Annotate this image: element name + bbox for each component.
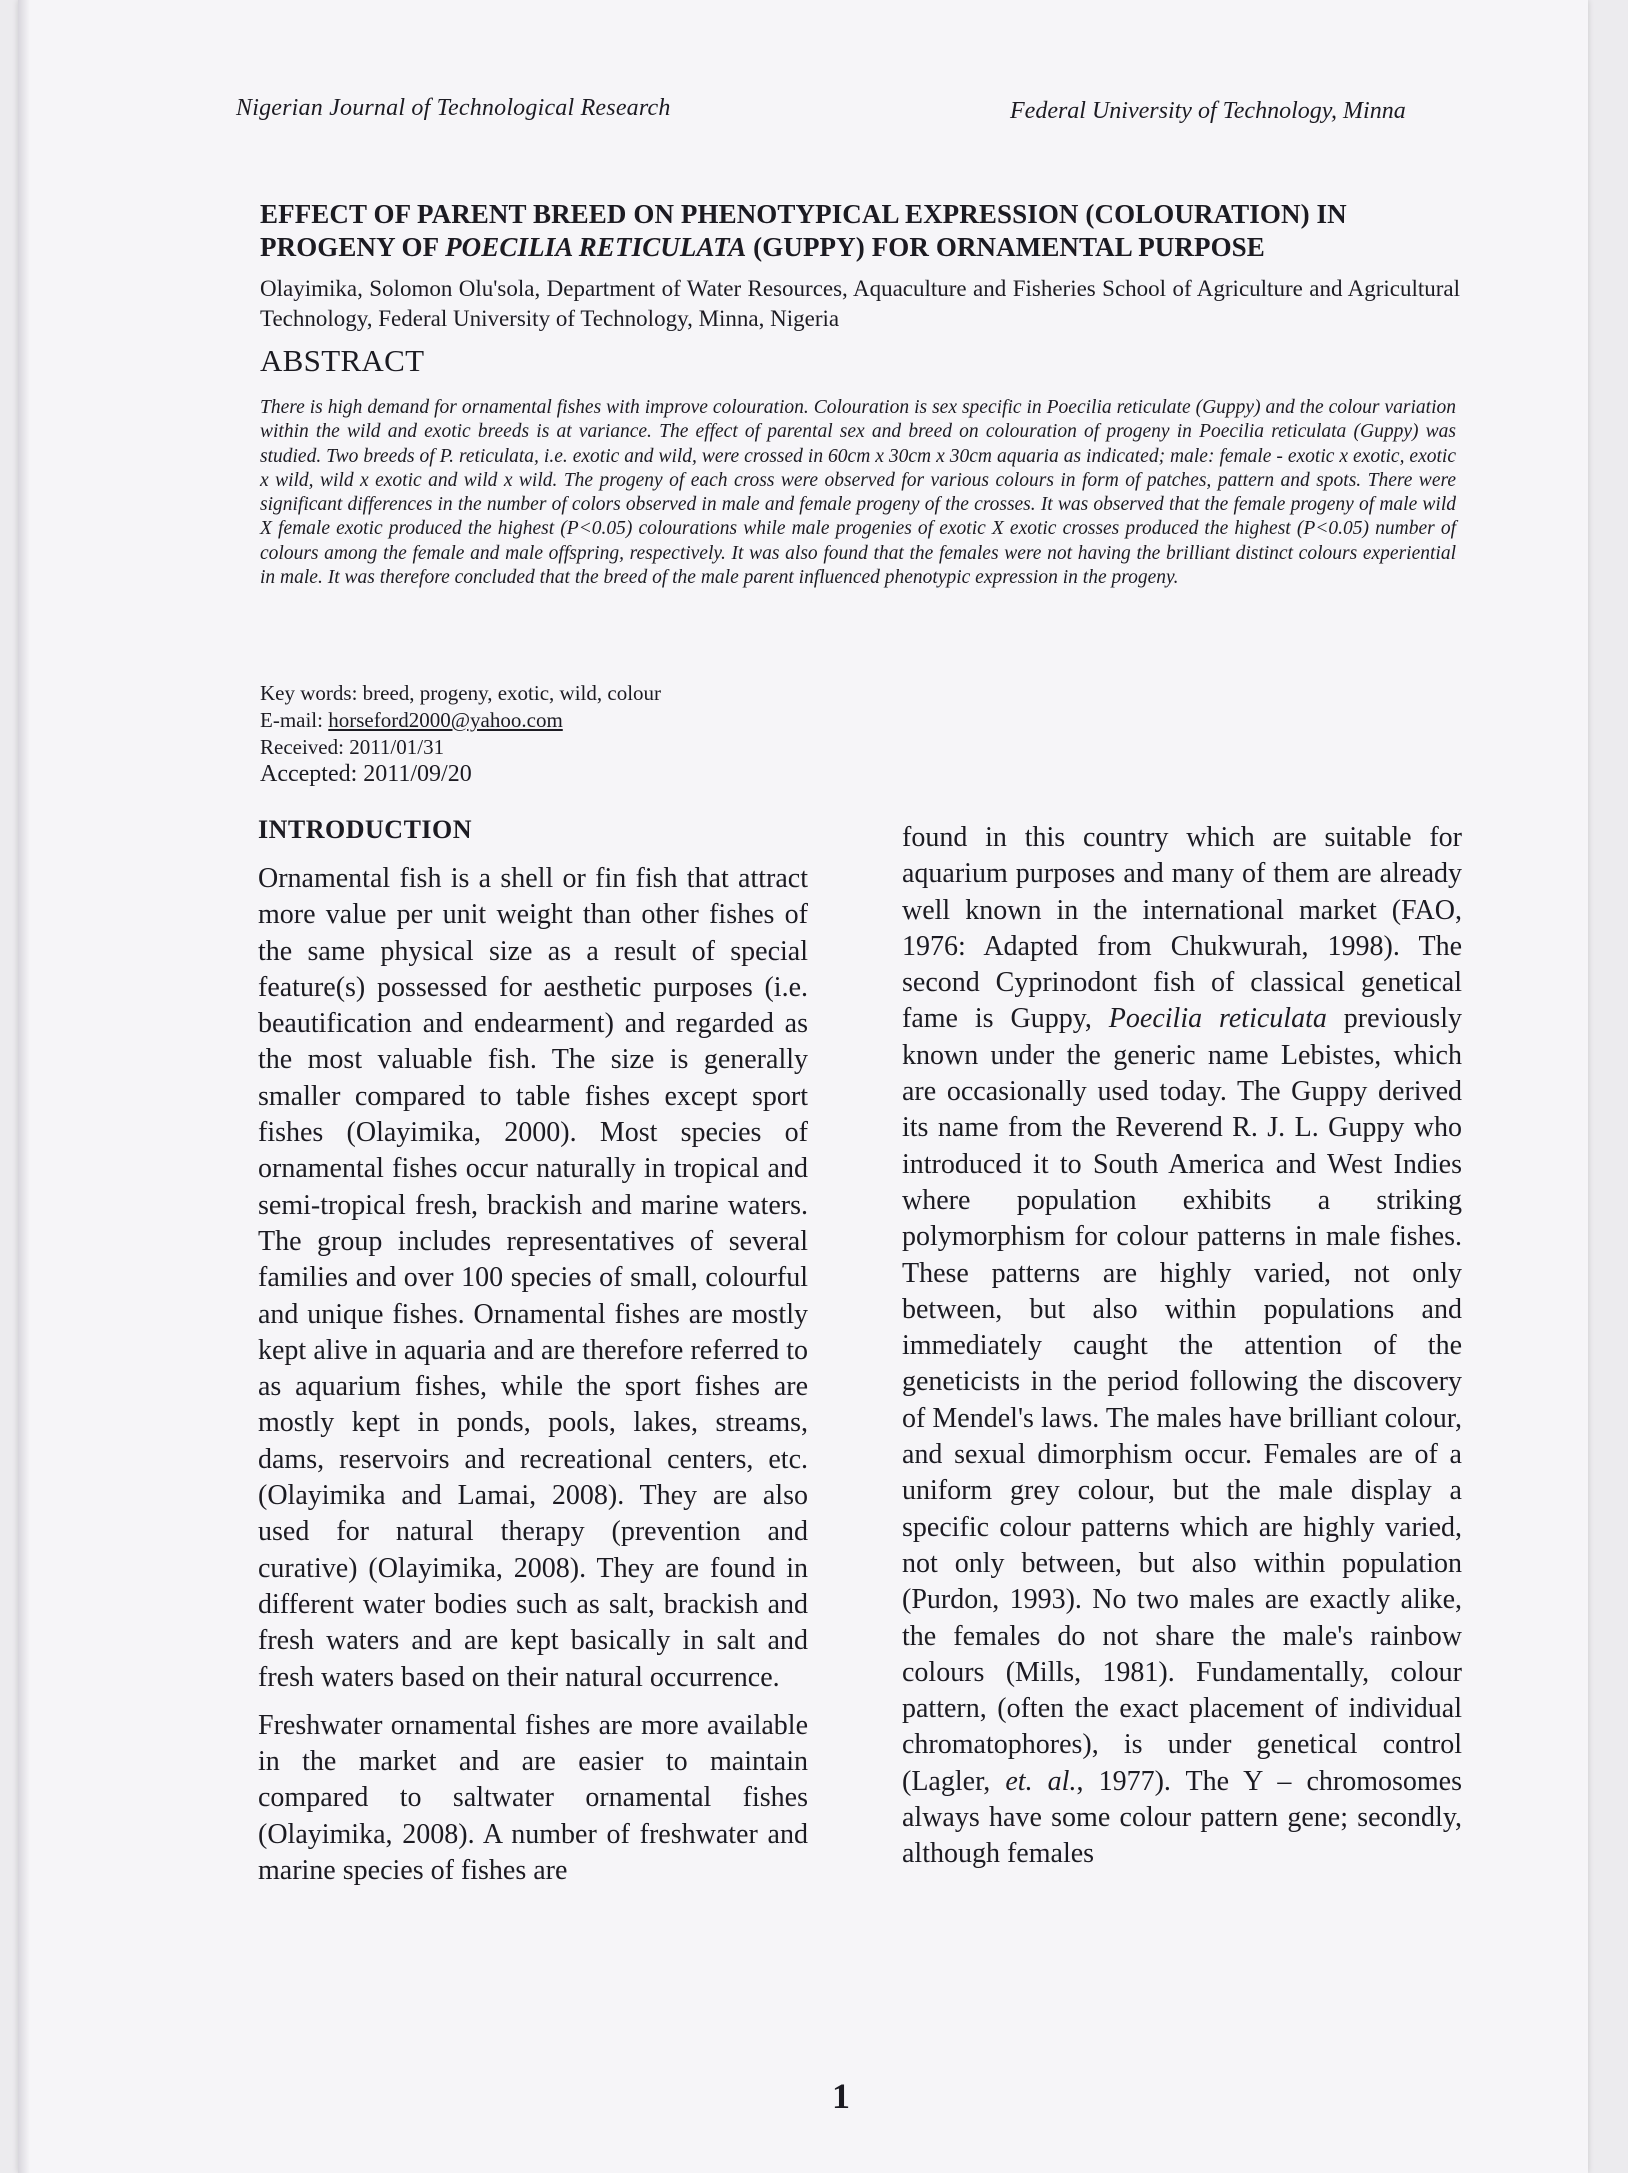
- species-name: Poecilia reticulata: [1108, 1003, 1327, 1035]
- author-affiliation: Olayimika, Solomon Olu'sola, Department of Water Resources, Aquaculture and Fisheries School of Agriculture and Agricultural Technology, Federal University of Technology, Minna, Nigeria: [260, 276, 1460, 331]
- title-part2: (GUPPY) FOR ORNAMENTAL PURPOSE: [746, 232, 1265, 262]
- paper-title: [260, 198, 1460, 264]
- email-line: [260, 707, 661, 734]
- title-part1: EFFECT OF PARENT BREED ON PHENOTYPICAL EXPRESSION (COLOURATION) IN PROGENY OF: [260, 199, 1347, 262]
- left-column: [258, 815, 808, 1901]
- scan-edge: [18, 0, 30, 2173]
- right-column: [902, 820, 1462, 1873]
- received-date: Received: 2011/01/31: [260, 735, 445, 759]
- email-link[interactable]: horseford2000@yahoo.com: [328, 708, 563, 732]
- right-text-3: , 1977). The Y – chromosomes always have some colour pattern gene; secondly, although females: [902, 1765, 1462, 1870]
- keywords: Key words: breed, progeny, exotic, wild, colour: [260, 681, 662, 705]
- email-label: E-mail:: [260, 708, 329, 732]
- introduction-heading: INTRODUCTION: [258, 815, 473, 844]
- article-meta: [260, 680, 661, 788]
- right-text-1: found in this country which are suitable for aquarium purposes and many of them are already well known in the international market (FAO, 1976: Adapted from Chukwurah, 1998). The second Cyprinodont fish of classical genetical fame is Guppy,: [902, 822, 1462, 1035]
- journal-page: [18, 0, 1588, 2173]
- abstract-body: There is high demand for ornamental fishes with improve colouration. Colouration is sex specific in Poecilia reticulate (Guppy) and the colour variation within the wild and exotic breeds is at variance. The effect of parental sex and breed on colouration of progeny in Poecilia reticulata (Guppy) was studied. Two breeds of P. reticulata, i.e. exotic and wild, were crossed in 60cm x 30cm x 30cm aquaria as indicated; male: female - exotic x exotic, exotic x wild, wild x exotic and wild x wild. The progeny of each cross were observed for various colours in form of patches, pattern and spots. There were significant differences in the number of colors observed in male and female progeny of the crosses. It was observed that the female progeny of male wild X female exotic produced the highest (P<0.05) colourations while male progenies of exotic X exotic crosses produced the highest (P<0.05) number of colours among the female and male offspring, respectively. It was also found that the females were not having the brilliant distinct colours experiential in male. It was therefore concluded that the breed of the male parent influenced phenotypic expression in the progeny.: [260, 397, 1456, 589]
- intro-paragraph-1: Ornamental fish is a shell or fin fish that attract more value per unit weight than other fishes of the same physical size as a result of special feature(s) possessed for aesthetic purposes (i.e. beautification and endearment) and regarded as the most valuable fish. The size is generally smaller compared to table fishes except sport fishes (Olayimika, 2000). Most species of ornamental fishes occur naturally in tropical and semi-tropical fresh, brackish and marine waters. The group includes representatives of several families and over 100 species of small, colourful and unique fishes. Ornamental fishes are mostly kept alive in aquaria and are therefore referred to as aquarium fishes, while the sport fishes are mostly kept in ponds, pools, lakes, streams, dams, reservoirs and recreational centers, etc. (Olayimika and Lamai, 2008). They are also used for natural therapy (prevention and curative) (Olayimika, 2008). They are found in different water bodies such as salt, brackish and fresh waters and are kept basically in salt and fresh waters based on their natural occurrence.: [258, 863, 808, 1693]
- intro-paragraph-continued: [902, 820, 1462, 1873]
- accepted-date: Accepted: 2011/09/20: [260, 761, 472, 787]
- abstract-heading: ABSTRACT: [260, 343, 425, 378]
- running-head-journal: Nigerian Journal of Technological Research: [236, 95, 671, 121]
- running-head-institution: Federal University of Technology, Minna: [1010, 98, 1406, 124]
- citation-etal: et. al.: [1005, 1765, 1077, 1797]
- page-number: 1: [832, 2076, 850, 2116]
- intro-paragraph-2: Freshwater ornamental fishes are more available in the market and are easier to maintain compared to saltwater ornamental fishes (Olayimika, 2008). A number of freshwater and marine species of fishes are: [258, 1709, 808, 1887]
- right-text-2: previously known under the generic name Lebistes, which are occasionally used today. The Guppy derived its name from the Reverend R. J. L. Guppy who introduced it to South America and West Indies where population exhibits a striking polymorphism for colour patterns in male fishes. These patterns are highly varied, not only between, but also within populations and immediately caught the attention of the geneticists in the period following the discovery of Mendel's laws. The males have brilliant colour, and sexual dimorphism occur. Females are of a uniform grey colour, but the male display a specific colour patterns which are highly varied, not only between, but also within population (Purdon, 1993). No two males are exactly alike, the females do not share the male's rainbow colours (Mills, 1981). Fundamentally, colour pattern, (often the exact placement of individual chromatophores), is under genetical control (Lagler,: [902, 1003, 1462, 1797]
- title-species: POECILIA RETICULATA: [445, 232, 747, 262]
